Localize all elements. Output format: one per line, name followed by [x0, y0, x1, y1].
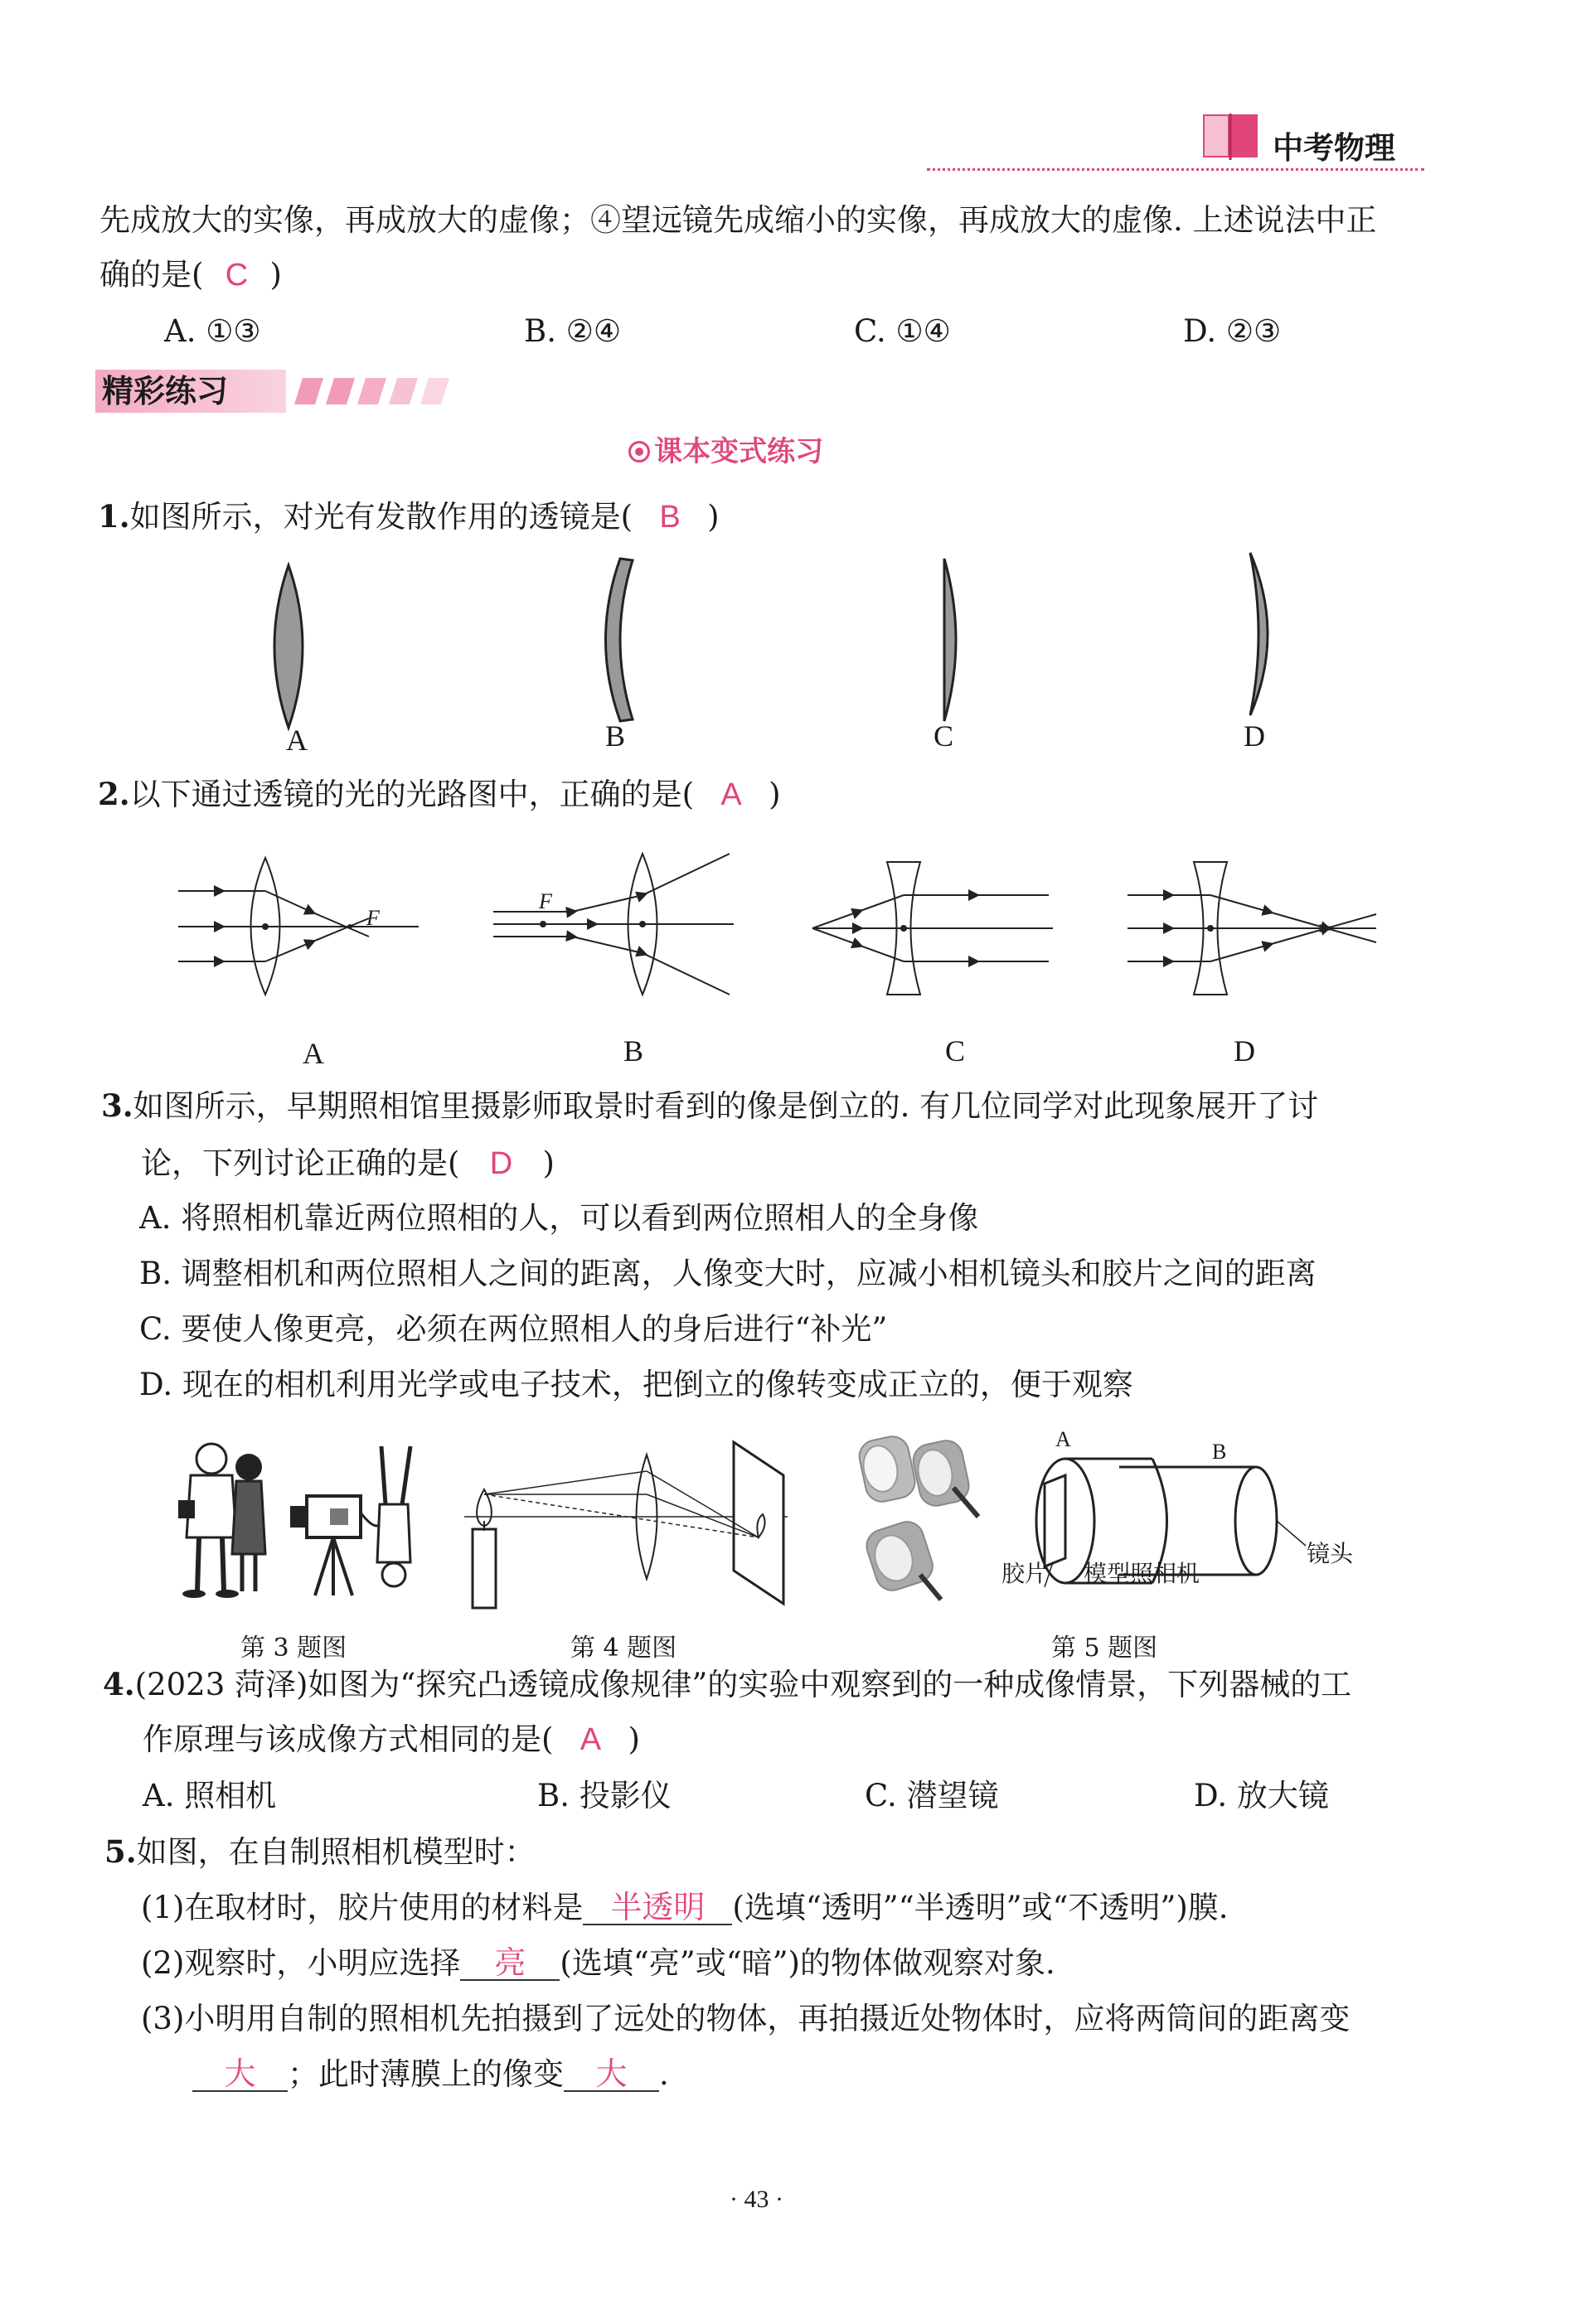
fig4-lens-setup — [460, 1438, 792, 1620]
q1-lens-c — [934, 557, 968, 723]
fig5-label-lens: 镜头 — [1307, 1540, 1354, 1567]
q2-stem: 2.以下通过透镜的光的光路图中，正确的是( A ) — [98, 776, 781, 812]
book-icon — [1202, 112, 1260, 162]
fig5-label-model: 模型照相机 — [1084, 1560, 1200, 1587]
section-banner — [95, 370, 477, 413]
fig5-label-a: A — [1055, 1427, 1071, 1451]
q2-diagram-a — [174, 854, 423, 1003]
carryover-option-a: A. ①③ — [164, 313, 261, 349]
fig3-photo-studio — [174, 1430, 423, 1612]
q2-answer: A — [720, 777, 742, 812]
fig4-caption: 第 4 题图 — [570, 1634, 677, 1663]
q3-option-c: C. 要使人像更亮，必须在两位照相人的身后进行“补光” — [139, 1311, 888, 1347]
carryover-option-c: C. ①④ — [854, 313, 951, 349]
q4-stem-line1: 4.(2023 菏泽)如图为“探究凸透镜成像规律”的实验中观察到的一种成像情景，下列器械的工 — [103, 1666, 1352, 1702]
fig3-caption: 第 3 题图 — [240, 1634, 347, 1663]
q1-lens-a — [265, 564, 315, 729]
fig5-label-b: B — [1212, 1440, 1227, 1464]
q4-option-d: D. 放大镜 — [1194, 1778, 1329, 1813]
q5-part2: (2)观察时，小明应选择 亮 (选填“亮”或“暗”)的物体做观察对象. — [141, 1945, 1055, 1981]
header-brand: 中考物理 — [1273, 130, 1395, 166]
q5-part2-answer: 亮 — [494, 1946, 526, 1981]
q5-part1-answer: 半透明 — [610, 1891, 706, 1925]
q5-part1: (1)在取材时，胶片使用的材料是 半透明 (选填“透明”“半透明”或“不透明”)膜. — [141, 1890, 1229, 1925]
section-title: 精彩练习 — [102, 373, 229, 409]
q2-label-c: C — [945, 1034, 966, 1068]
carryover-line1: 先成放大的实像，再成放大的虚像；④望远镜先成缩小的实像，再成放大的虚像. 上述说法中正 — [99, 202, 1377, 238]
q2-diagram-b — [489, 845, 738, 1011]
q2-label-d: D — [1234, 1034, 1255, 1068]
q1-label-c: C — [934, 719, 954, 753]
fig5-caption: 第 5 题图 — [1051, 1634, 1158, 1663]
fig5-tube-photos — [854, 1426, 1003, 1608]
q1-label-a: A — [286, 724, 308, 757]
q3-option-d: D. 现在的相机利用光学或电子技术，把倒立的像转变成正立的，便于观察 — [139, 1367, 1133, 1402]
q1-lens-d — [1244, 551, 1293, 717]
q2-focus-a: F — [366, 906, 380, 930]
bullet-target-icon — [628, 441, 650, 462]
q5-stem: 5.如图，在自制照相机模型时： — [104, 1833, 536, 1870]
q4-option-c: C. 潜望镜 — [865, 1778, 999, 1813]
carryover-option-d: D. ②③ — [1183, 313, 1282, 349]
q1-label-b: B — [605, 719, 626, 753]
q1-answer: B — [659, 500, 681, 535]
q4-option-b: B. 投影仪 — [537, 1778, 672, 1813]
q1-label-d: D — [1244, 719, 1265, 753]
q3-stem-line2: 论，下列讨论正确的是( D ) — [141, 1145, 555, 1181]
q2-diagram-c — [808, 858, 1057, 1007]
q4-option-a: A. 照相机 — [143, 1778, 277, 1813]
q5-part3-line2: 大 ；此时薄膜上的像变 大 . — [192, 2059, 669, 2092]
q2-focus-b: F — [539, 889, 552, 913]
q3-option-a: A. 将照相机靠近两位照相的人，可以看到两位照相人的全身像 — [139, 1200, 979, 1236]
q2-label-a: A — [303, 1037, 324, 1070]
q2-diagram-d — [1123, 858, 1389, 1007]
q5-part3-answer2: 大 — [595, 2057, 628, 2092]
q2-label-b: B — [623, 1034, 644, 1068]
section-subtitle: 课本变式练习 — [654, 435, 824, 468]
section-subtitle-row — [628, 435, 824, 468]
q1-stem: 1.如图所示，对光有发散作用的透镜是( B ) — [98, 498, 720, 535]
header-rule — [927, 168, 1424, 171]
q3-answer: D — [489, 1146, 513, 1181]
q3-option-b: B. 调整相机和两位照相人之间的距离，人像变大时，应减小相机镜头和胶片之间的距离 — [139, 1256, 1317, 1291]
header-book-icon — [1202, 112, 1260, 162]
page-number: · 43 · — [730, 2186, 783, 2213]
q3-stem-line1: 3.如图所示，早期照相馆里摄影师取景时看到的像是倒立的. 有几位同学对此现象展开了讨 — [101, 1087, 1319, 1124]
q4-answer: A — [580, 1722, 602, 1757]
q5-part3-answer1: 大 — [224, 2057, 256, 2092]
fig5-label-film: 胶片 — [1001, 1560, 1049, 1587]
q4-stem-line2: 作原理与该成像方式相同的是( A ) — [143, 1721, 640, 1757]
carryover-line2: 确的是( C ) — [99, 257, 282, 293]
carryover-answer: C — [225, 258, 249, 293]
q1-lens-b — [591, 557, 641, 723]
carryover-option-b: B. ②④ — [524, 313, 622, 349]
q5-part3-line1: (3)小明用自制的照相机先拍摄到了远处的物体，再拍摄近处物体时，应将两筒间的距离变 — [141, 2001, 1351, 2036]
